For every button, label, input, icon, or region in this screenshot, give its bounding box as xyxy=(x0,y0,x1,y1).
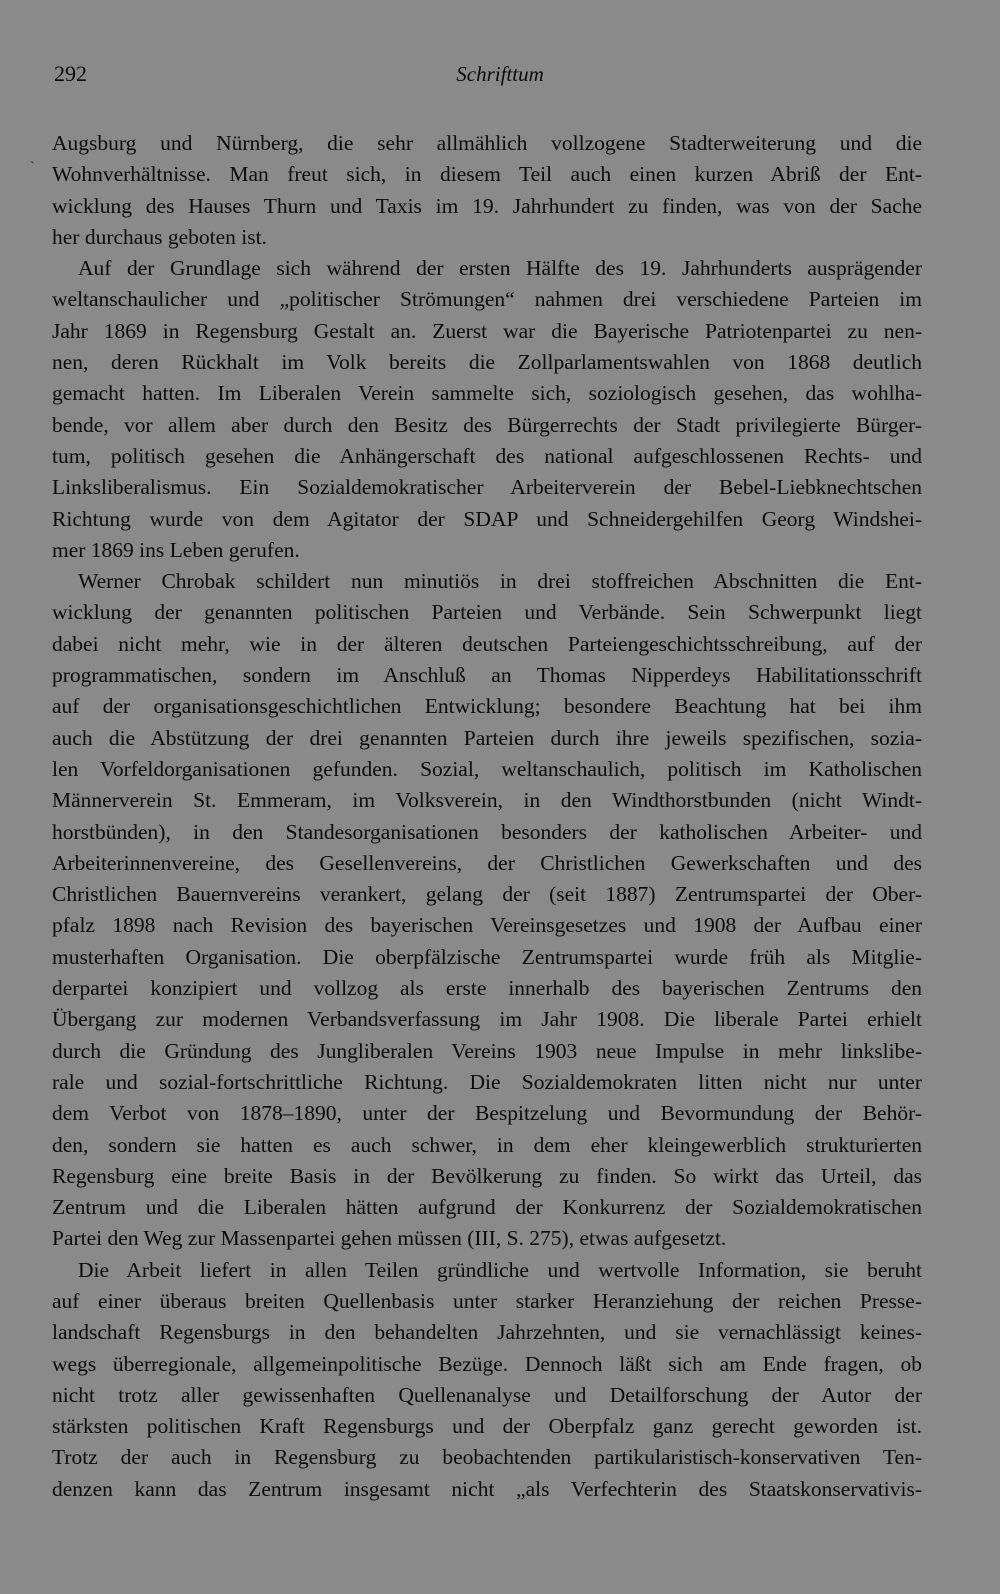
text-line: Wohnverhältnisse. Man freut sich, in diesem Teil auch einen kurzen Abriß der Ent- xyxy=(52,162,922,187)
text-line: weltanschaulicher und „politischer Strömungen“ nahmen drei verschiedene Parteien im xyxy=(52,287,922,312)
text-line: Christlichen Bauernvereins verankert, gelang der (seit 1887) Zentrumspartei der Ober- xyxy=(52,882,922,907)
text-line: auf einer überaus breiten Quellenbasis unter starker Heranziehung der reichen Presse- xyxy=(52,1288,922,1313)
text-line: Zentrum und die Liberalen hätten aufgrund der Konkurrenz der Sozialdemokratischen xyxy=(52,1195,922,1220)
text-line: wicklung der genannten politischen Parteien und Verbände. Sein Schwerpunkt liegt xyxy=(52,600,922,625)
text-line: rale und sozial-fortschrittliche Richtung. Die Sozialdemokraten litten nicht nur unter xyxy=(52,1069,922,1094)
text-line: Partei den Weg zur Massenpartei gehen müssen (III, S. 275), etwas aufgesetzt. xyxy=(52,1226,727,1251)
text-line: Augsburg und Nürnberg, die sehr allmählich vollzogene Stadterweiterung und die xyxy=(52,131,922,155)
text-line: nicht trotz aller gewissenhaften Quellenanalyse und Detailforschung der Autor der xyxy=(52,1382,922,1407)
text-line: Trotz der auch in Regensburg zu beobachtenden partikularistisch-konservativen Ten- xyxy=(52,1445,922,1470)
text-line: den, sondern sie hatten es auch schwer, in dem eher kleingewerblich strukturierten xyxy=(52,1132,922,1157)
margin-mark: ` xyxy=(30,160,35,175)
text-line: Arbeiterinnenvereine, des Gesellenvereins, der Christlichen Gewerkschaften und des xyxy=(52,850,922,875)
text-line: auf der organisationsgeschichtlichen Entwicklung; besondere Beachtung hat bei ihm xyxy=(52,694,922,719)
text-line: derpartei konzipiert und vollzog als erste innerhalb des bayerischen Zentrums den xyxy=(52,976,922,1001)
text-line: auch die Abstützung der drei genannten Parteien durch ihre jeweils spezifischen, sozia- xyxy=(52,725,922,750)
paragraph xyxy=(52,253,922,566)
text-line: horstbünden), in den Standesorganisationen besonders der katholischen Arbeiter- und xyxy=(52,819,922,844)
text-line: programmatischen, sondern im Anschluß an Thomas Nipperdeys Habilitationsschrift xyxy=(52,663,922,688)
text-line: len Vorfeldorganisationen gefunden. Sozial, weltanschaulich, politisch im Katholischen xyxy=(52,756,922,781)
text-line: Regensburg eine breite Basis in der Bevölkerung zu finden. So wirkt das Urteil, das xyxy=(52,1163,922,1188)
paragraph xyxy=(52,1255,922,1505)
paragraph xyxy=(52,566,922,1255)
text-line: her durchaus geboten ist. xyxy=(52,224,267,249)
body-text xyxy=(52,128,922,1505)
text-line: Werner Chrobak schildert nun minutiös in drei stoffreichen Abschnitten die Ent- xyxy=(78,569,922,594)
text-line: Linksliberalismus. Ein Sozialdemokratischer Arbeiterverein der Bebel-Liebknechtschen xyxy=(52,475,922,500)
text-line: stärksten politischen Kraft Regensburgs und der Oberpfalz ganz gerecht geworden ist. xyxy=(52,1414,922,1439)
paragraph xyxy=(52,128,922,253)
running-head: Schrifttum xyxy=(456,62,544,86)
text-line: tum, politisch gesehen die Anhängerschaft des national aufgeschlossenen Rechts- und xyxy=(52,443,922,468)
text-line: denzen kann das Zentrum insgesamt nicht „als Verfechterin des Staatskonservativis- xyxy=(52,1476,922,1501)
text-line: dabei nicht mehr, wie in der älteren deutschen Parteiengeschichtsschreibung, auf der xyxy=(52,631,922,656)
text-line: dem Verbot von 1878–1890, unter der Bespitzelung und Bevormundung der Behör- xyxy=(52,1101,922,1126)
text-line: musterhaften Organisation. Die oberpfälzische Zentrumspartei wurde früh als Mitglie- xyxy=(52,944,922,969)
text-line: wegs überregionale, allgemeinpolitische Bezüge. Dennoch läßt sich am Ende fragen, ob xyxy=(52,1351,922,1376)
text-line: Übergang zur modernen Verbandsverfassung im Jahr 1908. Die liberale Partei erhielt xyxy=(52,1007,922,1032)
text-line: Die Arbeit liefert in allen Teilen gründliche und wertvolle Information, sie beruht xyxy=(78,1257,922,1282)
text-line: landschaft Regensburgs in den behandelten Jahrzehnten, und sie vernachlässigt keines- xyxy=(52,1320,922,1345)
text-line: pfalz 1898 nach Revision des bayerischen Vereinsgesetzes und 1908 der Aufbau einer xyxy=(52,913,922,938)
text-line: Auf der Grundlage sich während der ersten Hälfte des 19. Jahrhunderts ausprägender xyxy=(78,256,922,281)
text-line: wicklung des Hauses Thurn und Taxis im 19. Jahrhundert zu finden, was von der Sache xyxy=(52,193,922,218)
text-line: gemacht hatten. Im Liberalen Verein sammelte sich, soziologisch gesehen, das wohlha- xyxy=(52,381,922,406)
page-number: 292 xyxy=(54,61,87,86)
text-line: bende, vor allem aber durch den Besitz des Bürgerrechts der Stadt privilegierte Bürger- xyxy=(52,412,922,437)
text-line: durch die Gründung des Jungliberalen Vereins 1903 neue Impulse in mehr linkslibe- xyxy=(52,1038,922,1063)
text-line: Richtung wurde von dem Agitator der SDAP und Schneidergehilfen Georg Windshei- xyxy=(52,506,922,531)
text-line: nen, deren Rückhalt im Volk bereits die Zollparlamentswahlen von 1868 deutlich xyxy=(52,350,922,375)
text-line: Männerverein St. Emmeram, im Volksverein, in den Windthorstbunden (nicht Windt- xyxy=(52,788,922,813)
text-line: Jahr 1869 in Regensburg Gestalt an. Zuerst war die Bayerische Patriotenpartei zu nen- xyxy=(52,318,922,343)
text-line: mer 1869 ins Leben gerufen. xyxy=(52,537,300,562)
